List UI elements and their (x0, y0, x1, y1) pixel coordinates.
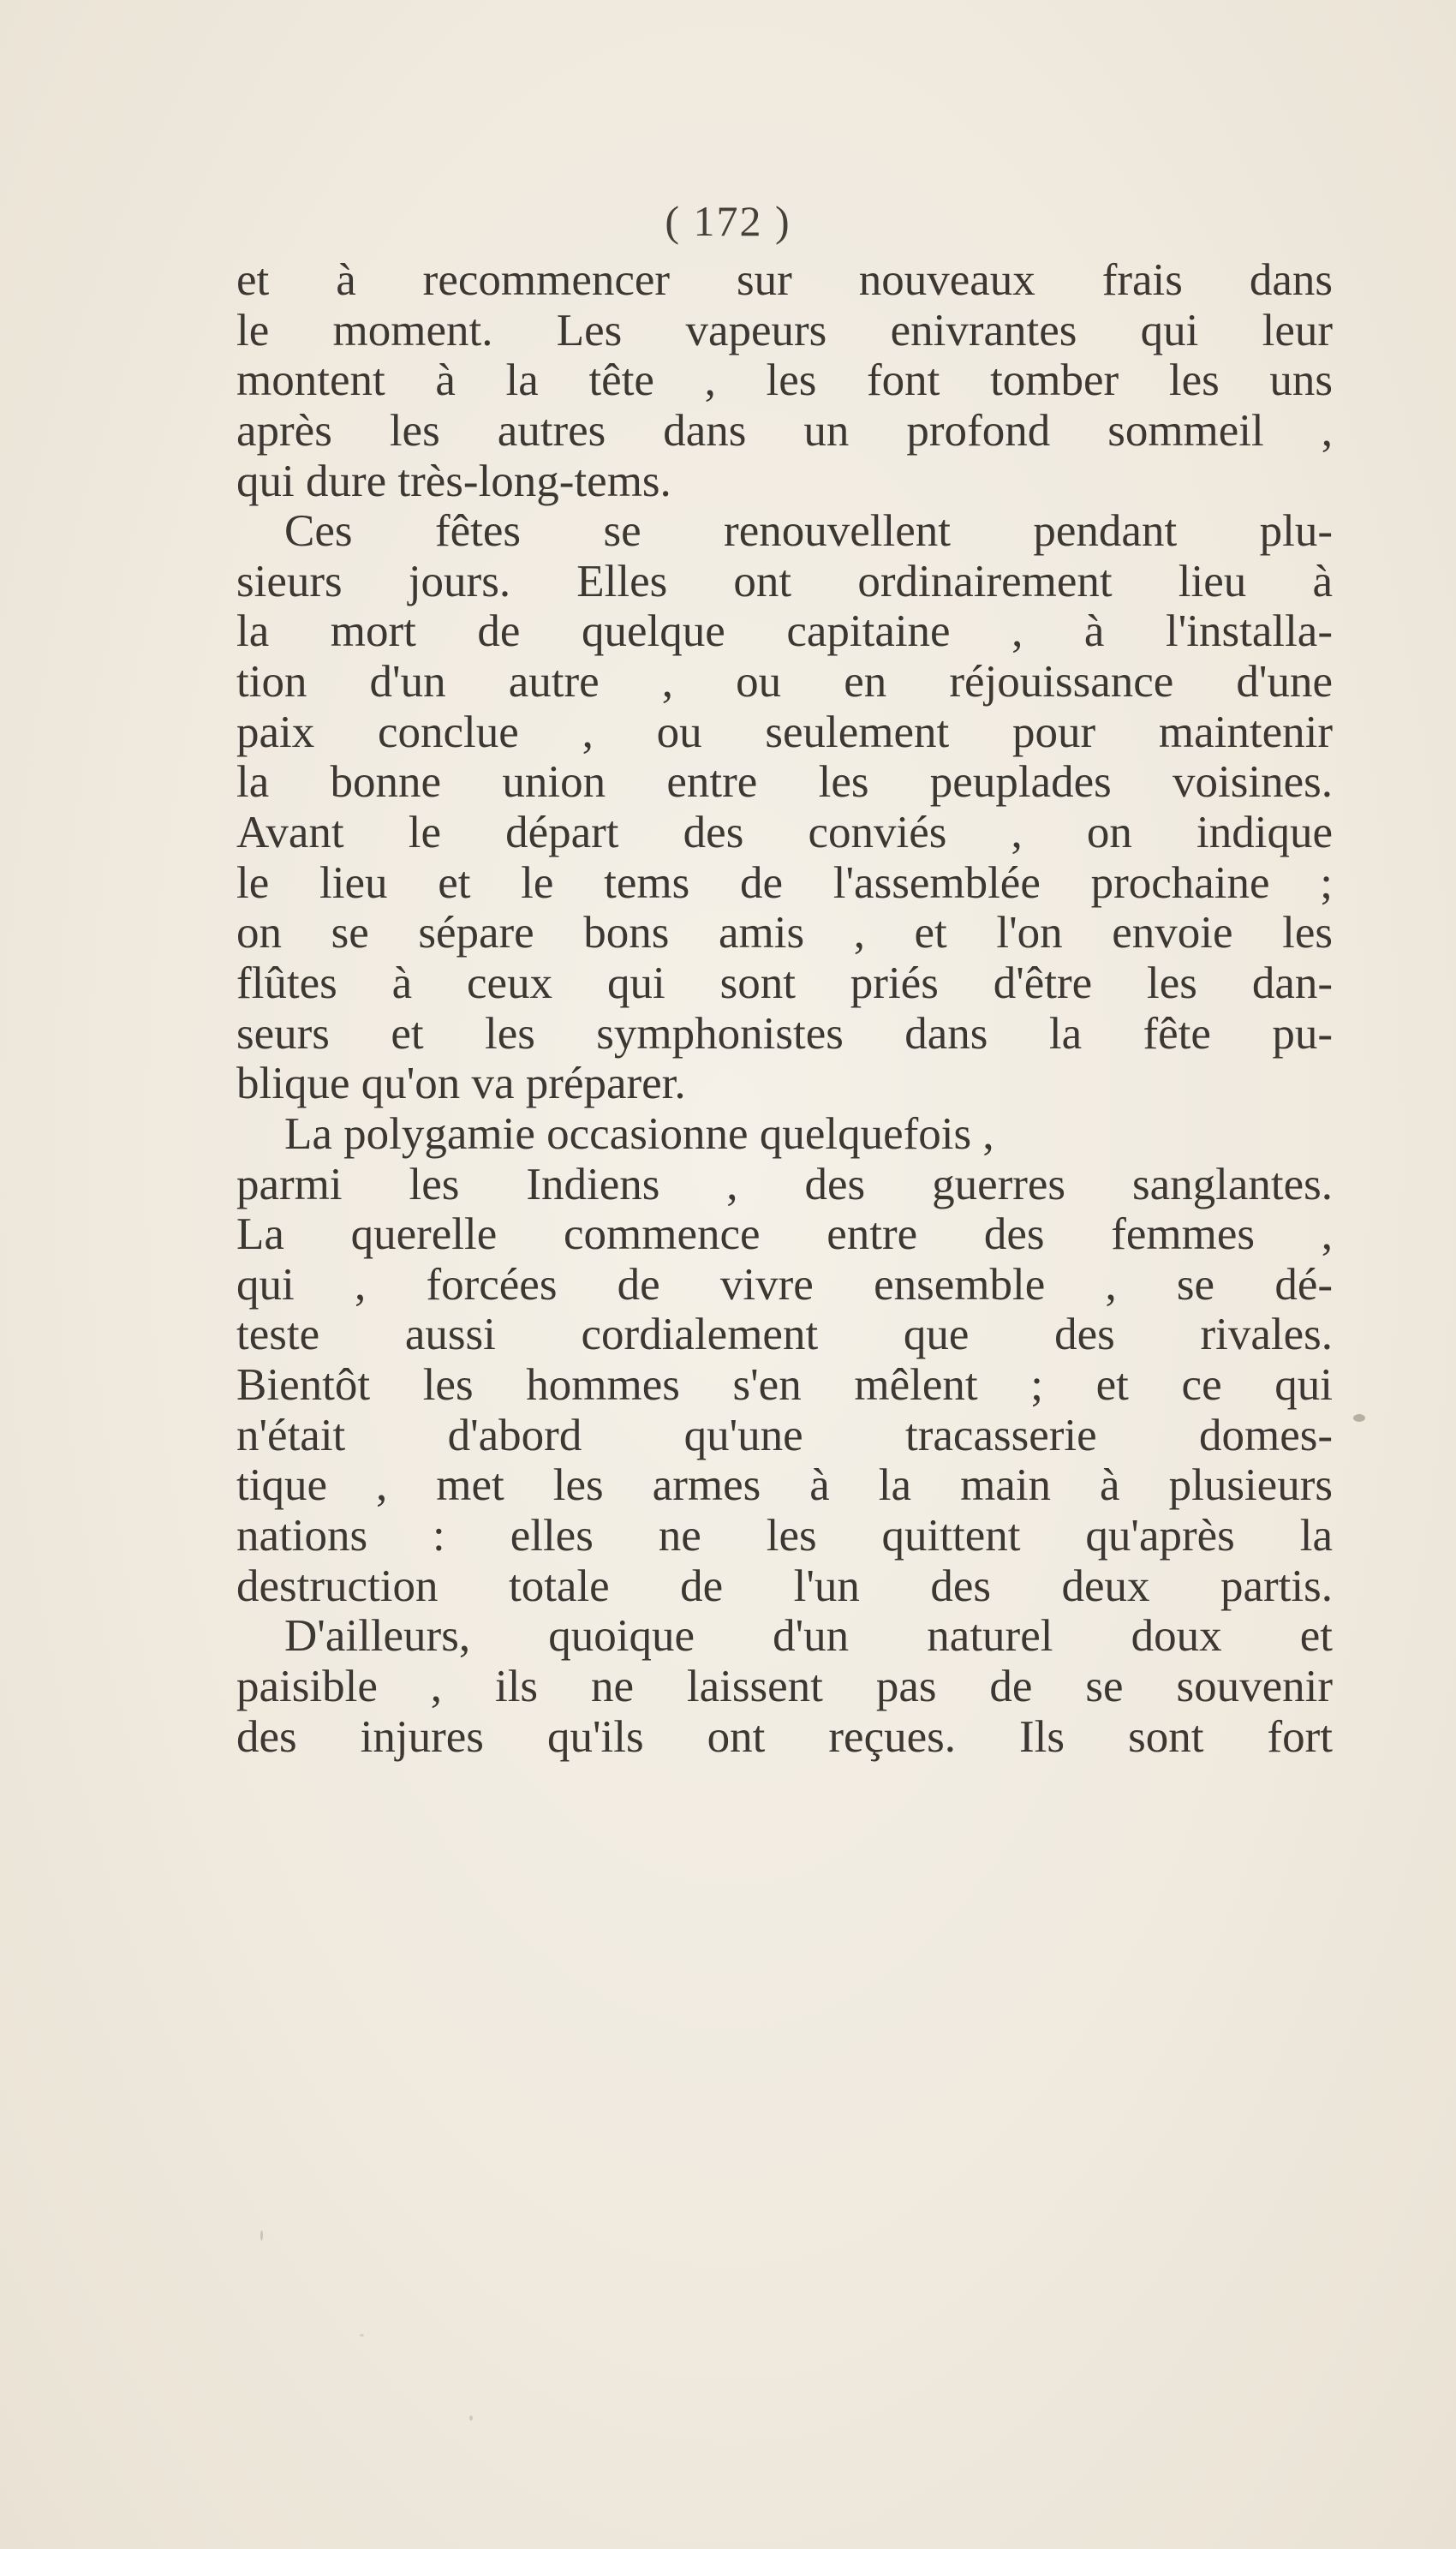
paragraph-start-line: Ces fêtes se renouvellent pendant plu- (284, 506, 1333, 557)
paragraph-start-line: La polygamie occasionne quelquefois , (284, 1108, 994, 1159)
text-line: qui dure très-long-tems. (236, 456, 671, 506)
text-line: la mort de quelque capitaine , à l'installa- (236, 606, 1333, 657)
body-text (236, 255, 1333, 1762)
text-line: La querelle commence entre des femmes , (236, 1209, 1333, 1260)
text-line: le moment. Les vapeurs enivrantes qui leur (236, 305, 1333, 355)
text-line: parmi les Indiens , des guerres sanglantes. (236, 1159, 1333, 1209)
text-line: teste aussi cordialement que des rivales. (236, 1310, 1333, 1360)
text-line: et à recommencer sur nouveaux frais dans (236, 255, 1333, 305)
text-line: on se sépare bons amis , et l'on envoie les (236, 908, 1333, 958)
paragraph-start-line: D'ailleurs, quoique d'un naturel doux et (284, 1611, 1333, 1662)
text-line: des injures qu'ils ont reçues. Ils sont fort (236, 1711, 1333, 1762)
text-line: le lieu et le tems de l'assemblée prochaine ; (236, 857, 1333, 908)
text-line: nations : elles ne les quittent qu'après la (236, 1511, 1333, 1561)
text-line: la bonne union entre les peuplades voisines. (236, 757, 1333, 808)
text-line: sieurs jours. Elles ont ordinairement lieu à (236, 556, 1333, 606)
paper-speck (260, 2230, 263, 2241)
ink-speck (1353, 1414, 1365, 1422)
text-line: blique qu'on va préparer. (236, 1059, 686, 1109)
text-line: n'était d'abord qu'une tracasserie domes- (236, 1410, 1333, 1460)
page-number: ( 172 ) (665, 197, 791, 245)
text-line: paix conclue , ou seulement pour maintenir (236, 707, 1333, 757)
paper-speck (469, 2415, 473, 2421)
text-line: tion d'un autre , ou en réjouissance d'une (236, 657, 1333, 707)
text-line: montent à la tête , les font tomber les uns (236, 355, 1333, 406)
text-line: destruction totale de l'un des deux partis. (236, 1561, 1333, 1611)
text-line: Bientôt les hommes s'en mêlent ; et ce qui (236, 1360, 1333, 1411)
text-line: seurs et les symphonistes dans la fête pu- (236, 1008, 1333, 1059)
text-line: paisible , ils ne laissent pas de se souvenir (236, 1661, 1333, 1711)
text-line: Avant le départ des conviés , on indique (236, 808, 1333, 858)
text-line: après les autres dans un profond sommeil , (236, 405, 1333, 456)
text-line: flûtes à ceux qui sont priés d'être les dan- (236, 958, 1333, 1008)
text-line: tique , met les armes à la main à plusieurs (236, 1460, 1333, 1511)
text-line: qui , forcées de vivre ensemble , se dé- (236, 1259, 1333, 1310)
paper-speck (360, 2334, 364, 2337)
